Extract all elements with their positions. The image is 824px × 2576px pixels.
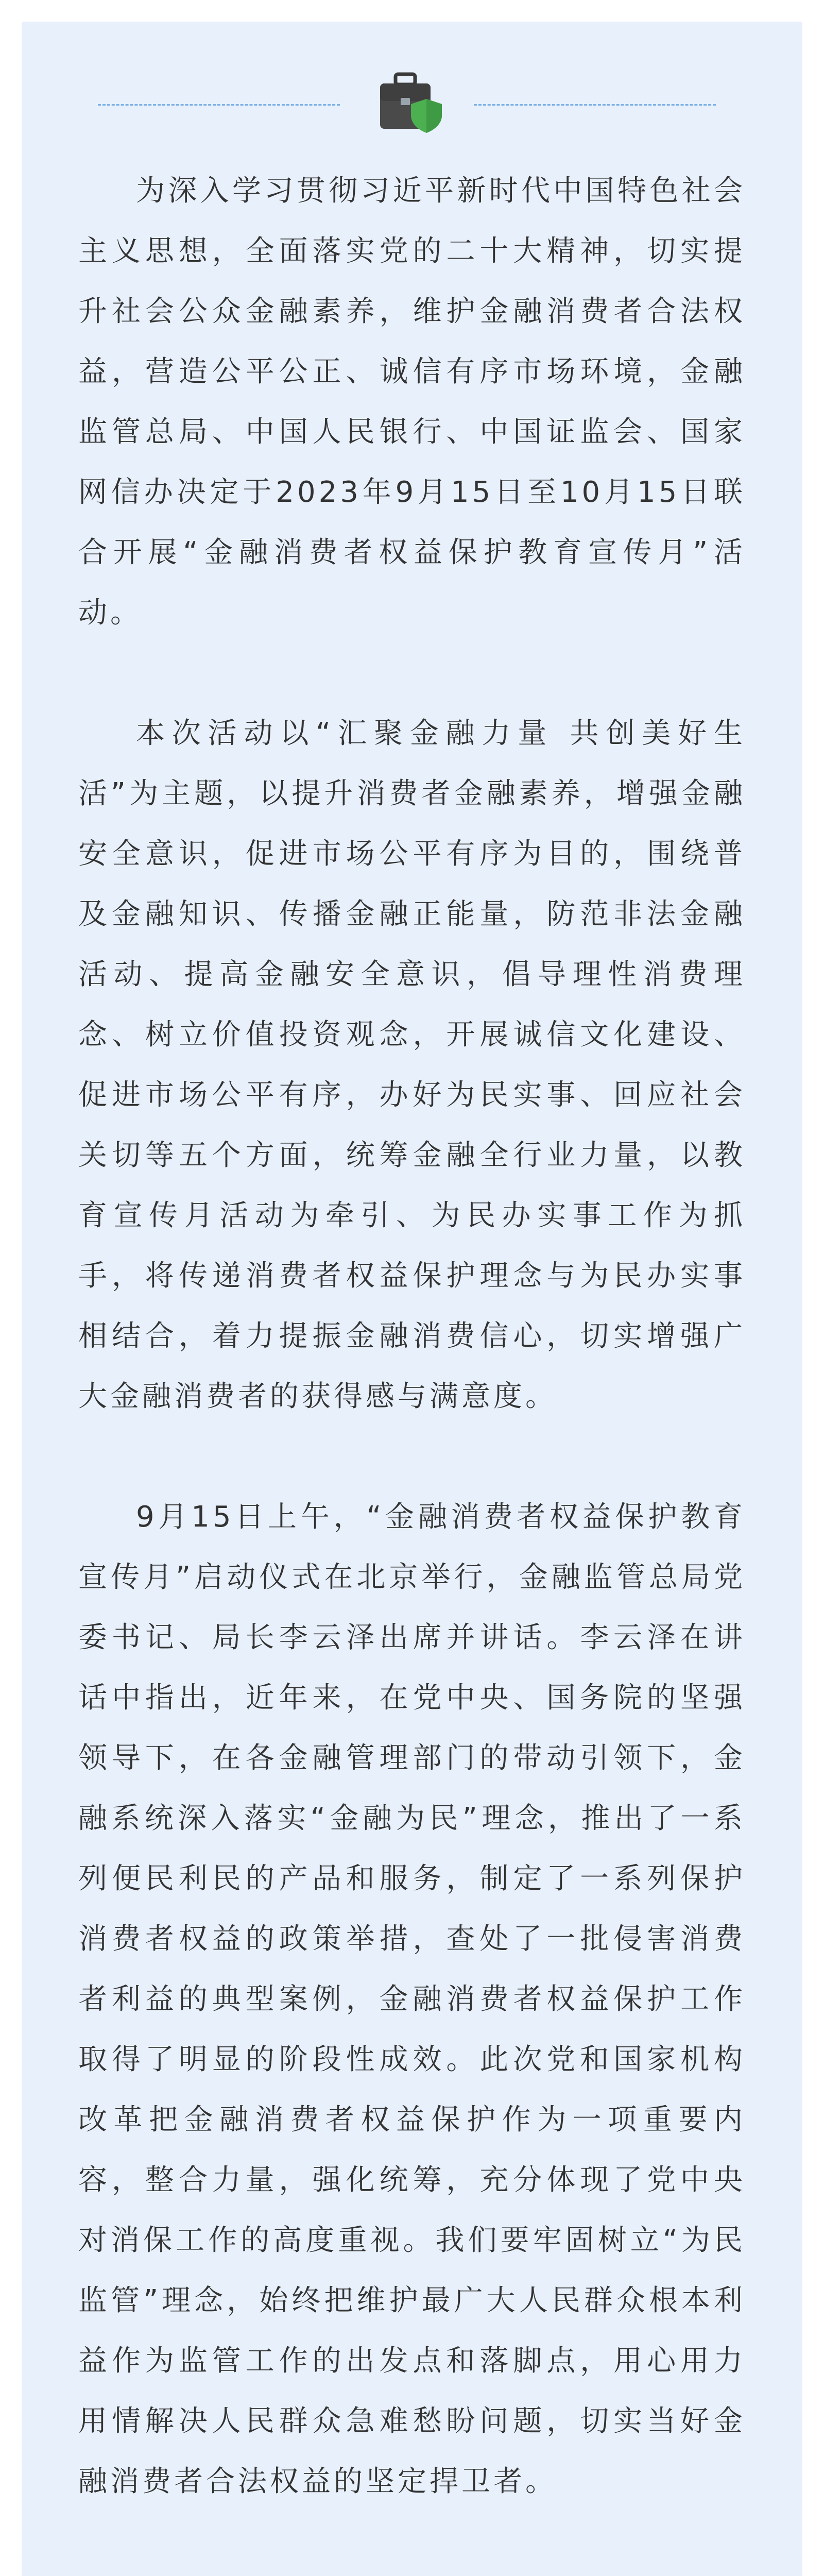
divider-right: [474, 104, 716, 106]
divider-left: [98, 104, 340, 106]
article-card: [22, 22, 802, 2576]
article-header: [22, 22, 802, 140]
paragraph: [78, 2572, 746, 2576]
paragraph: 为深入学习贯彻习近平新时代中国特色社会主义思想，全面落实党的二十大精神，切实提升社会公众金融素养，维护金融消费者合法权益，营造公平公正、诚信有序市场环境，金融监管总局、中国人民银行、中国证监会、国家网信办决定于2023年9月15日至10月15日联合开展“金融消费者权益保护教育宣传月”活动。: [78, 174, 746, 630]
paragraph: 本次活动以“汇聚金融力量 共创美好生活”为主题，以提升消费者金融素养，增强金融安全意识，促进市场公平有序为目的，围绕普及金融知识、传播金融正能量，防范非法金融活动、提高金融安全意识，倡导理性消费理念、树立价值投资观念，开展诚信文化建设、促进市场公平有序，办好为民实事、回应社会关切等五个方面，统筹金融全行业力量，以教育宣传月活动为牵引、为民办实事工作为抓手，将传递消费者权益保护理念与为民办实事相结合，着力提振金融消费信心，切实增强广大金融消费者的获得感与满意度。: [78, 717, 746, 1413]
briefcase-shield-icon: [377, 72, 444, 134]
article-body: [78, 161, 746, 2576]
paragraph: 9月15日上午，“金融消费者权益保护教育宣传月”启动仪式在北京举行，金融监管总局党委书记、局长李云泽出席并讲话。李云泽在讲话中指出，近年来，在党中央、国务院的坚强领导下，在各金融管理部门的带动引领下，金融系统深入落实“金融为民”理念，推出了一系列便民利民的产品和服务，制定了一系列保护消费者权益的政策举措，查处了一批侵害消费者利益的典型案例，金融消费者权益保护工作取得了明显的阶段性成效。此次党和国家机构改革把金融消费者权益保护作为一项重要内容，整合力量，强化统筹，充分体现了党中央对消保工作的高度重视。我们要牢固树立“为民监管”理念，始终把维护最广大人民群众根本利益作为监管工作的出发点和落脚点，用心用力用情解决人民群众急难愁盼问题，切实当好金融消费者合法权益的坚定捍卫者。: [78, 1500, 746, 2498]
